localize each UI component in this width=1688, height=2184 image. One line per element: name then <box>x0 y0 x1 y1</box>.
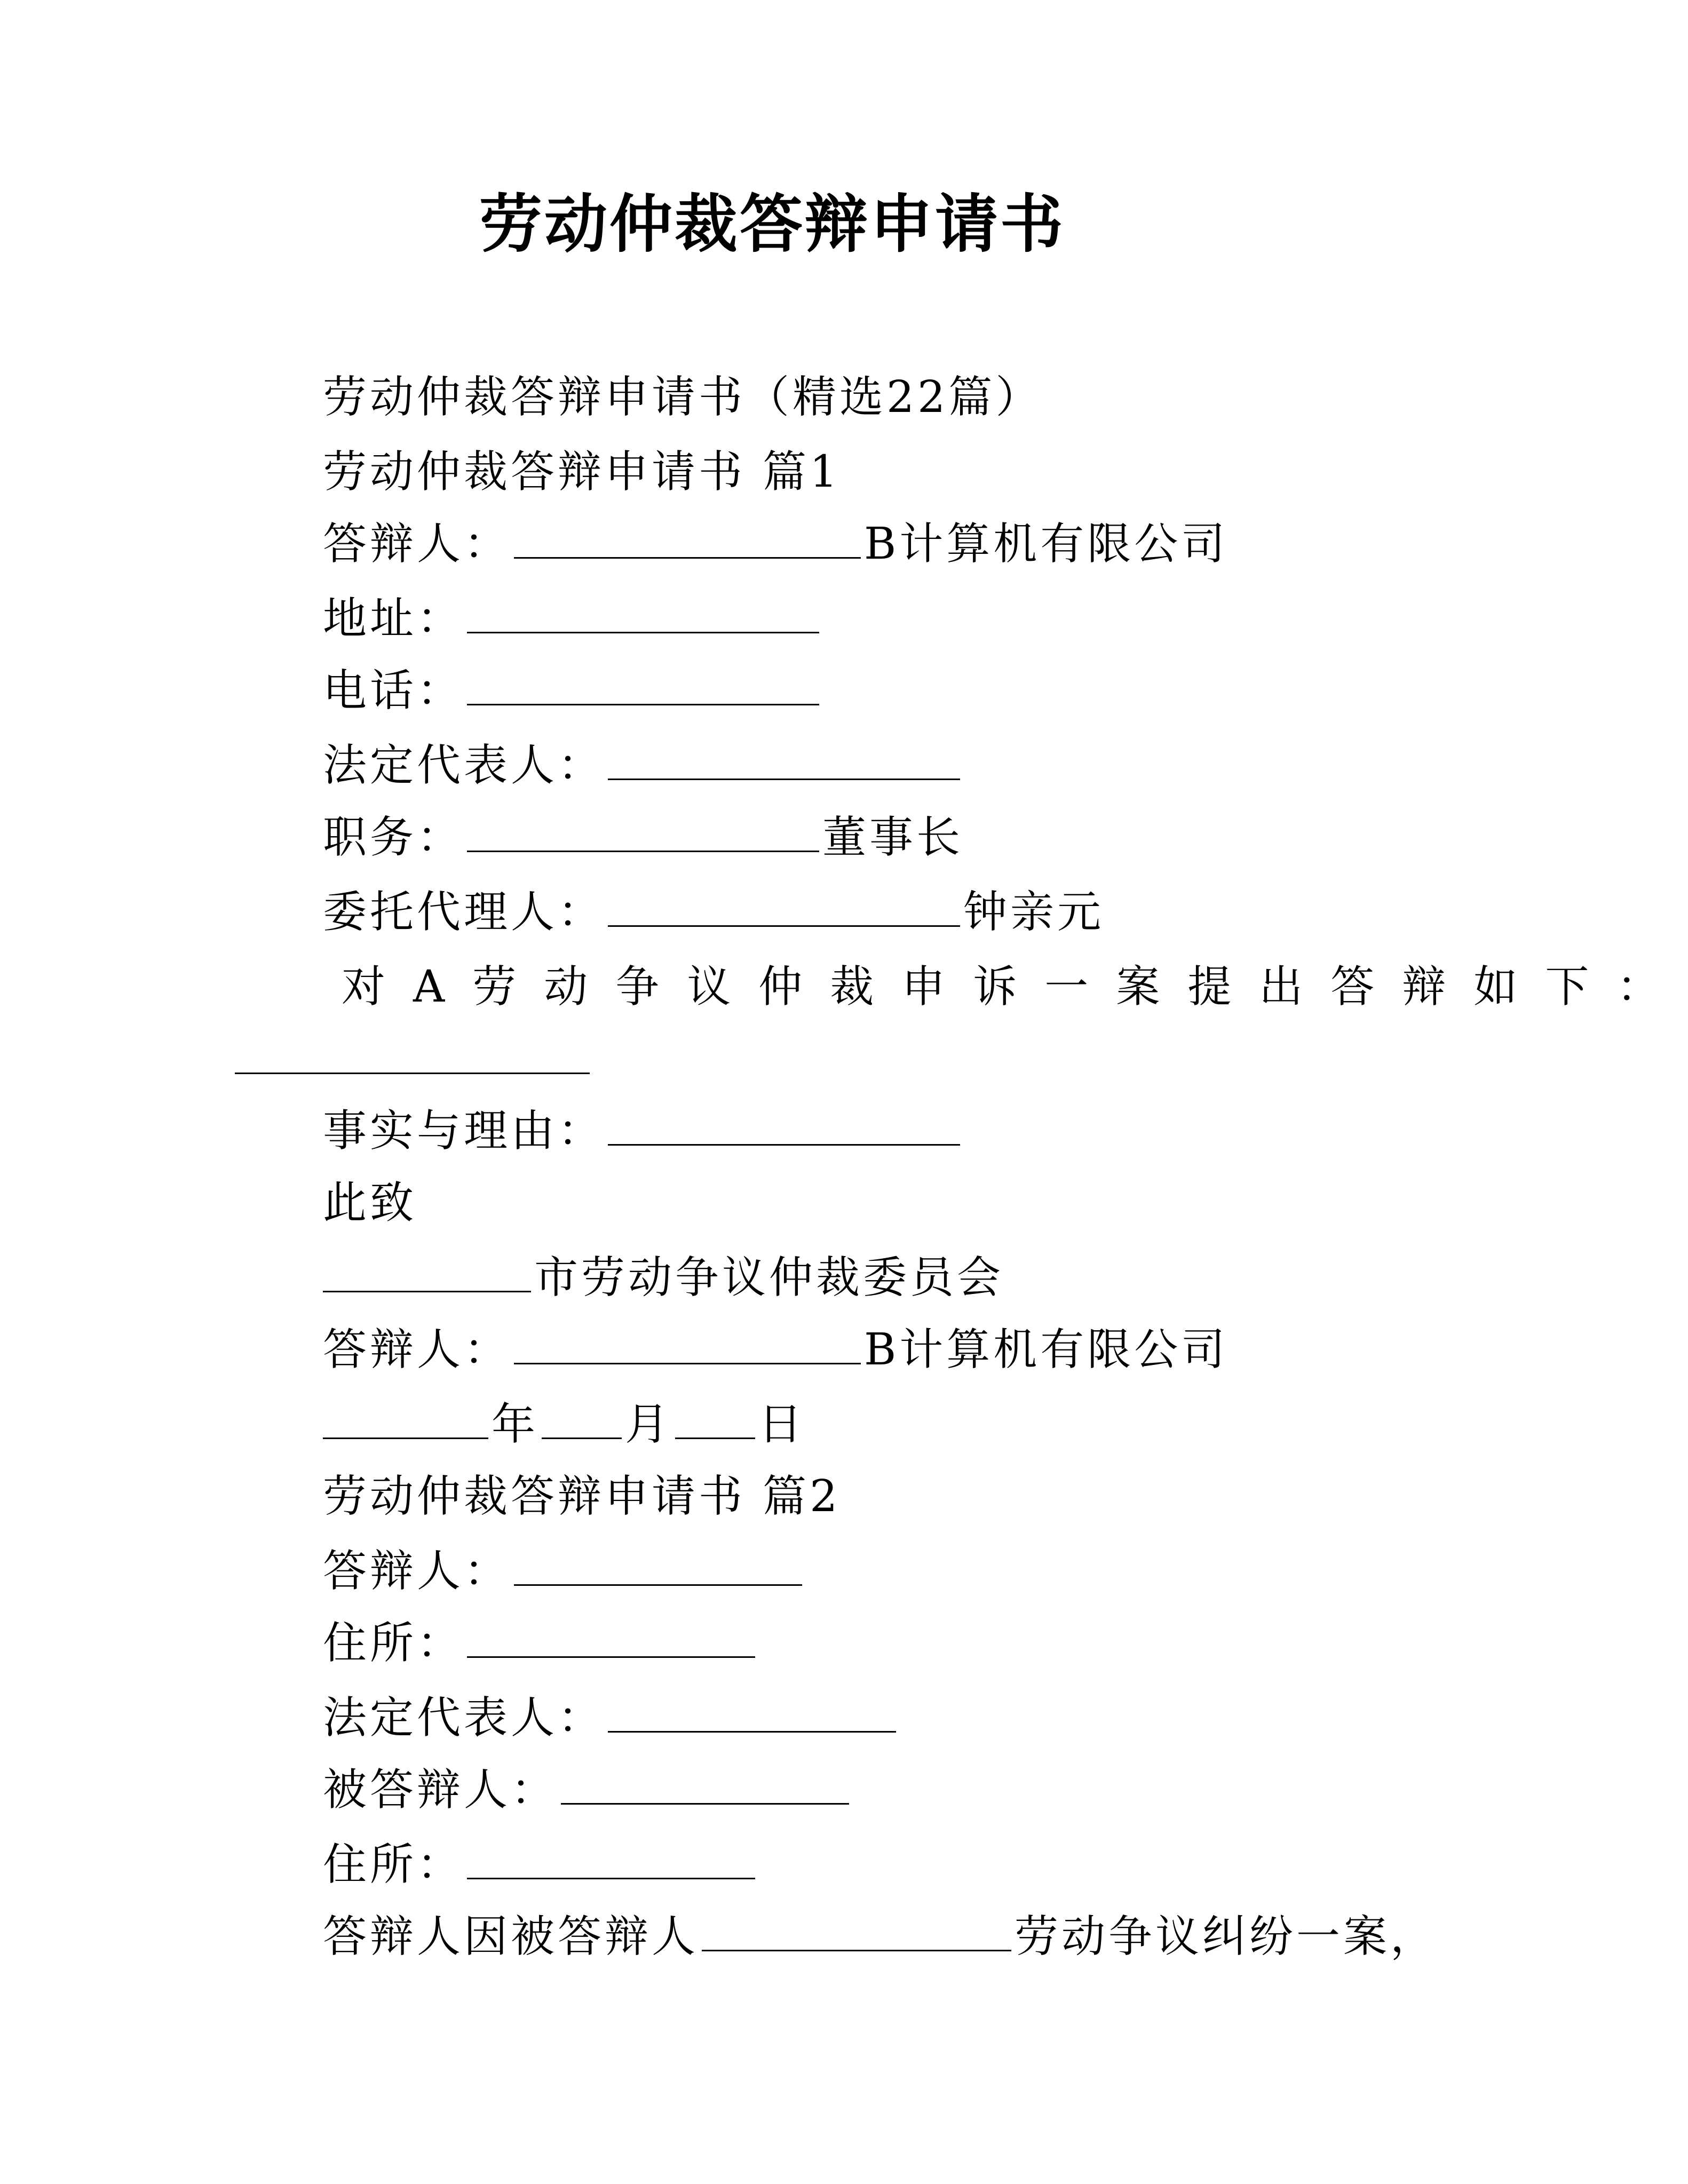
agent-line <box>323 883 1104 942</box>
p2-residence-line <box>323 1614 758 1673</box>
phone-blank <box>467 703 819 705</box>
facts-line <box>323 1102 963 1161</box>
p2-claimant-residence-blank <box>467 1877 755 1879</box>
document-title: 劳动仲裁答辩申请书 <box>479 187 1065 261</box>
p2-claimant-residence-label: 住所： <box>323 1839 464 1890</box>
p2-legal-rep-blank <box>608 1730 896 1733</box>
phone-line <box>323 662 822 720</box>
date-year: 年 <box>492 1399 539 1450</box>
p2-case-blank <box>702 1949 1011 1951</box>
date-day: 日 <box>758 1399 806 1450</box>
facts-label: 事实与理由： <box>323 1106 605 1156</box>
agent-label: 委托代理人： <box>323 887 605 938</box>
respondent-value: B计算机有限公司 <box>864 519 1229 569</box>
position-line <box>323 808 963 867</box>
p2-legal-rep-label: 法定代表人： <box>323 1693 605 1743</box>
facts-blank <box>608 1143 960 1146</box>
p2-claimant-line <box>323 1761 852 1820</box>
committee-blank <box>323 1290 531 1292</box>
position-blank <box>467 850 819 852</box>
respondent-label: 答辩人： <box>323 519 511 569</box>
date-month: 月 <box>625 1399 672 1450</box>
p2-case-suffix: 劳动争议纠纷一案， <box>1015 1911 1438 1962</box>
committee-line <box>323 1249 1004 1307</box>
statement-line: 对A劳动争议仲裁申诉一案提出答辩如下： <box>342 962 1688 1012</box>
p2-claimant-blank <box>561 1802 849 1805</box>
address-blank <box>467 631 819 633</box>
p2-case-line <box>323 1908 1437 1966</box>
p2-residence-label: 住所： <box>323 1618 464 1669</box>
signature-label: 答辩人： <box>323 1324 511 1375</box>
p2-respondent-line <box>323 1542 805 1601</box>
salutation: 此致 <box>323 1178 417 1228</box>
p2-case-prefix: 答辩人因被答辩人 <box>323 1911 699 1962</box>
p2-legal-rep-line <box>323 1689 899 1748</box>
section-heading-2: 劳动仲裁答辩申请书 篇2 <box>323 1471 841 1522</box>
month-blank <box>542 1437 622 1439</box>
section-heading-1: 劳动仲裁答辩申请书 篇1 <box>323 447 841 497</box>
address-label: 地址： <box>323 593 464 644</box>
address-line <box>323 590 822 648</box>
position-value: 董事长 <box>822 812 964 863</box>
day-blank <box>675 1437 755 1439</box>
agent-blank <box>608 925 960 927</box>
signature-blank <box>514 1362 861 1364</box>
phone-label: 电话： <box>323 665 464 716</box>
p2-respondent-blank <box>514 1584 802 1586</box>
legal-rep-blank <box>608 778 960 780</box>
p2-respondent-label: 答辩人： <box>323 1546 511 1597</box>
p2-claimant-residence-line <box>323 1836 758 1894</box>
position-label: 职务： <box>323 812 464 863</box>
legal-rep-label: 法定代表人： <box>323 740 605 791</box>
p2-claimant-label: 被答辩人： <box>323 1765 558 1815</box>
statement-blank <box>235 1073 590 1074</box>
respondent-line <box>323 515 1228 574</box>
p2-residence-blank <box>467 1656 755 1658</box>
committee-label: 市劳动争议仲裁委员会 <box>534 1252 1004 1303</box>
date-line <box>323 1395 805 1454</box>
year-blank <box>323 1437 488 1439</box>
document-subtitle: 劳动仲裁答辩申请书（精选22篇） <box>323 372 1043 423</box>
signature-line <box>323 1321 1228 1379</box>
legal-rep-line <box>323 736 963 795</box>
agent-value: 钟亲元 <box>963 887 1105 938</box>
signature-value: B计算机有限公司 <box>864 1324 1229 1375</box>
respondent-blank <box>514 557 861 559</box>
